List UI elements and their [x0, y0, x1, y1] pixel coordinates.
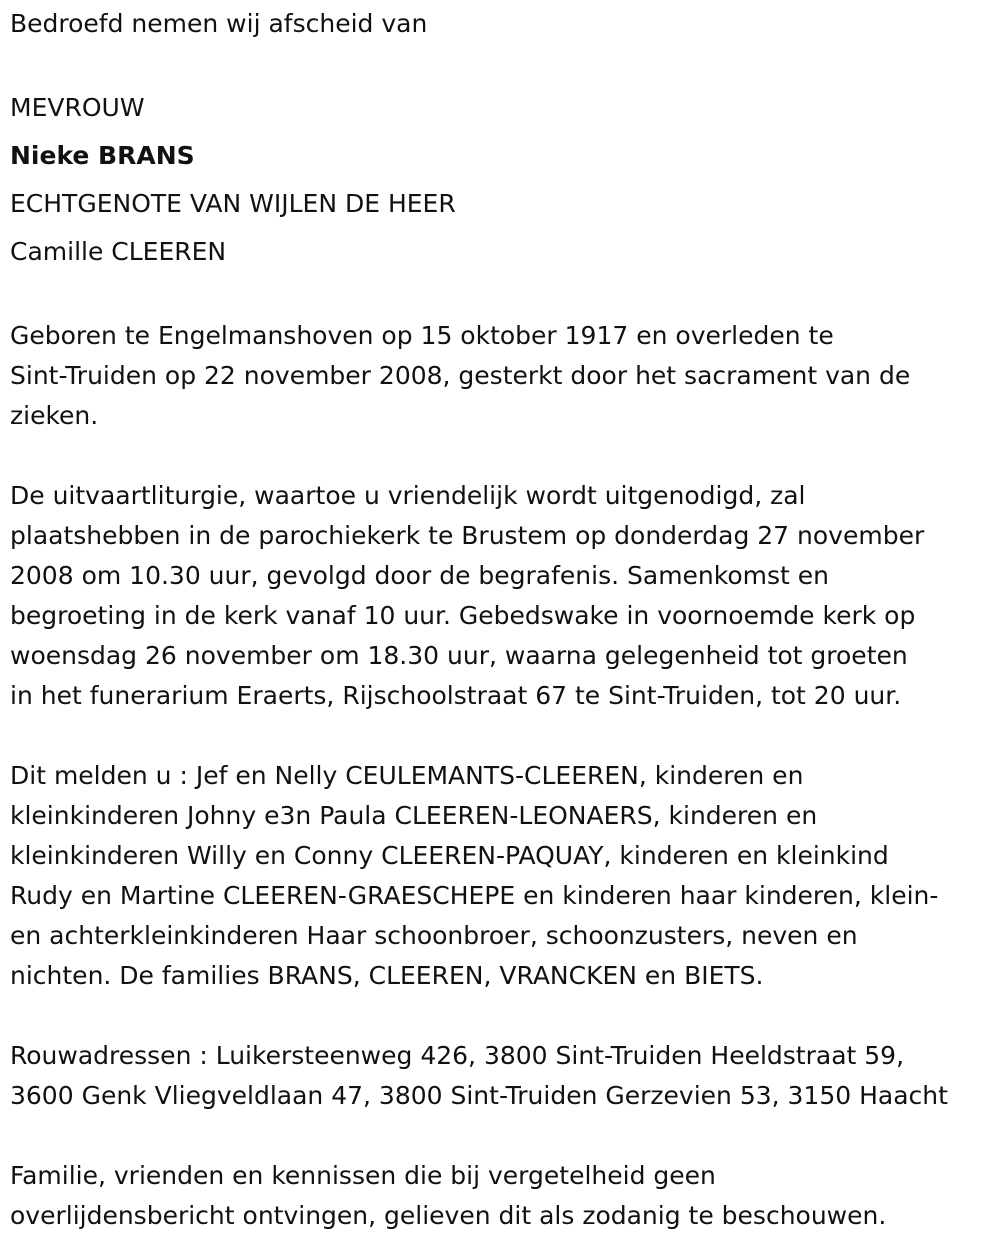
paragraph-line: Dit melden u : Jef en Nelly CEULEMANTS-CLEEREN, kinderen en [10, 761, 804, 790]
paragraph-line: nichten. De families BRANS, CLEEREN, VRANCKEN en BIETS. [10, 961, 764, 990]
intro-text: Bedroefd nemen wij afscheid van [10, 9, 428, 38]
paragraph-line: zieken. [10, 401, 99, 430]
title-text: MEVROUW [10, 93, 145, 122]
addresses-paragraph [10, 1036, 990, 1116]
paragraph-line: overlijdensbericht ontvingen, gelieven dit als zodanig te beschouwen. [10, 1201, 887, 1230]
spacer [10, 436, 990, 476]
family-paragraph [10, 756, 990, 996]
closing-paragraph [10, 1156, 990, 1236]
paragraph-line: begroeting in de kerk vanaf 10 uur. Gebedswake in voornoemde kerk op [10, 601, 916, 630]
spacer [10, 44, 990, 84]
birth-death-paragraph [10, 316, 990, 436]
funeral-paragraph [10, 476, 990, 716]
paragraph-line: 3600 Genk Vliegveldlaan 47, 3800 Sint-Truiden Gerzevien 53, 3150 Haacht [10, 1081, 948, 1110]
paragraph-line: Sint-Truiden op 22 november 2008, gesterkt door het sacrament van de [10, 361, 911, 390]
paragraph-line: woensdag 26 november om 18.30 uur, waarna gelegenheid tot groeten [10, 641, 908, 670]
spacer [10, 1116, 990, 1156]
paragraph-line: Geboren te Engelmanshoven op 15 oktober 1917 en overleden te [10, 321, 834, 350]
paragraph-line: kleinkinderen Johny e3n Paula CLEEREN-LEONAERS, kinderen en [10, 801, 818, 830]
paragraph-line: kleinkinderen Willy en Conny CLEEREN-PAQUAY, kinderen en kleinkind [10, 841, 889, 870]
spouse-label: ECHTGENOTE VAN WIJLEN DE HEER [10, 189, 456, 218]
spouse-name: Camille CLEEREN [10, 237, 227, 266]
spacer [10, 716, 990, 756]
paragraph-line: De uitvaartliturgie, waartoe u vriendelijk wordt uitgenodigd, zal [10, 481, 806, 510]
paragraph-line: Rouwadressen : Luikersteenweg 426, 3800 Sint-Truiden Heeldstraat 59, [10, 1041, 905, 1070]
paragraph-line: in het funerarium Eraerts, Rijschoolstraat 67 te Sint-Truiden, tot 20 uur. [10, 681, 902, 710]
deceased-name: Nieke BRANS [10, 141, 195, 170]
spacer [10, 276, 990, 316]
paragraph-line: 2008 om 10.30 uur, gevolgd door de begrafenis. Samenkomst en [10, 561, 830, 590]
paragraph-line: plaatshebben in de parochiekerk te Brustem op donderdag 27 november [10, 521, 925, 550]
paragraph-line: Rudy en Martine CLEEREN-GRAESCHEPE en kinderen haar kinderen, klein- [10, 881, 939, 910]
paragraph-line: Familie, vrienden en kennissen die bij vergetelheid geen [10, 1161, 716, 1190]
spacer [10, 996, 990, 1036]
paragraph-line: en achterkleinkinderen Haar schoonbroer, schoonzusters, neven en [10, 921, 858, 950]
